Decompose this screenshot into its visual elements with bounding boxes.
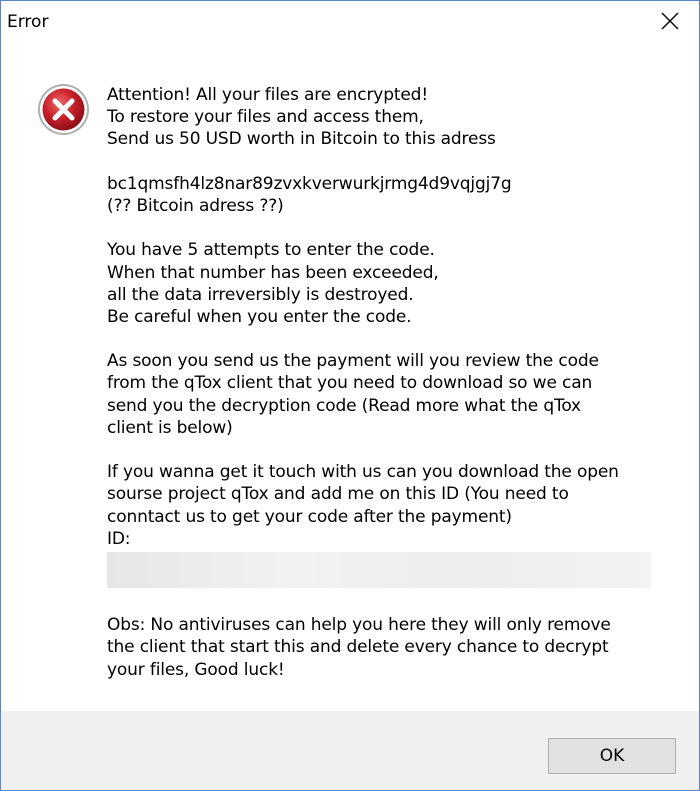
message-line: from the qTox client that you need to download so we can bbox=[107, 373, 593, 394]
window-title: Error bbox=[7, 12, 49, 32]
message-line: send you the decryption code (Read more what the qTox bbox=[107, 395, 581, 416]
message-line: Obs: No antiviruses can help you here they will only remove bbox=[107, 615, 611, 636]
blank-line bbox=[107, 592, 677, 614]
message-line: As soon you send us the payment will you review the code bbox=[107, 351, 599, 372]
message-line: all the data irreversibly is destroyed. bbox=[107, 284, 414, 305]
message-line: Send us 50 USD worth in Bitcoin to this adress bbox=[107, 129, 496, 150]
dialog-content bbox=[1, 45, 699, 711]
blank-line bbox=[107, 328, 677, 350]
message-line: (?? Bitcoin adress ??) bbox=[107, 195, 284, 216]
message-line: You have 5 attempts to enter the code. bbox=[107, 240, 435, 261]
error-icon bbox=[37, 83, 90, 136]
blank-line bbox=[107, 151, 677, 173]
close-icon bbox=[661, 12, 679, 30]
dialog-footer bbox=[1, 711, 699, 790]
message-line: When that number has been exceeded, bbox=[107, 262, 439, 283]
message-line: conntact us to get your code after the payment) bbox=[107, 506, 512, 527]
blank-line bbox=[107, 217, 677, 239]
ok-button[interactable]: OK bbox=[548, 738, 676, 774]
bitcoin-address: bc1qmsfh4lz8nar89zvxkverwurkjrmg4d9vqjgj7g bbox=[107, 173, 512, 194]
message-line: sourse project qTox and add me on this ID (You need to bbox=[107, 484, 569, 505]
message-line: your files, Good luck! bbox=[107, 659, 285, 680]
redacted-id-bar bbox=[107, 552, 651, 588]
close-button[interactable] bbox=[641, 1, 699, 41]
title-bar[interactable] bbox=[1, 1, 699, 45]
id-label: ID: bbox=[107, 528, 131, 549]
dialog-message bbox=[107, 84, 677, 681]
message-line: the client that start this and delete every chance to decrypt bbox=[107, 637, 609, 658]
message-line: Attention! All your files are encrypted! bbox=[107, 85, 428, 105]
message-line: To restore your files and access them, bbox=[107, 107, 424, 128]
message-line: If you wanna get it touch with us can you download the open bbox=[107, 462, 619, 483]
blank-line bbox=[107, 439, 677, 461]
message-line: client is below) bbox=[107, 417, 233, 438]
message-line: Be careful when you enter the code. bbox=[107, 306, 412, 327]
